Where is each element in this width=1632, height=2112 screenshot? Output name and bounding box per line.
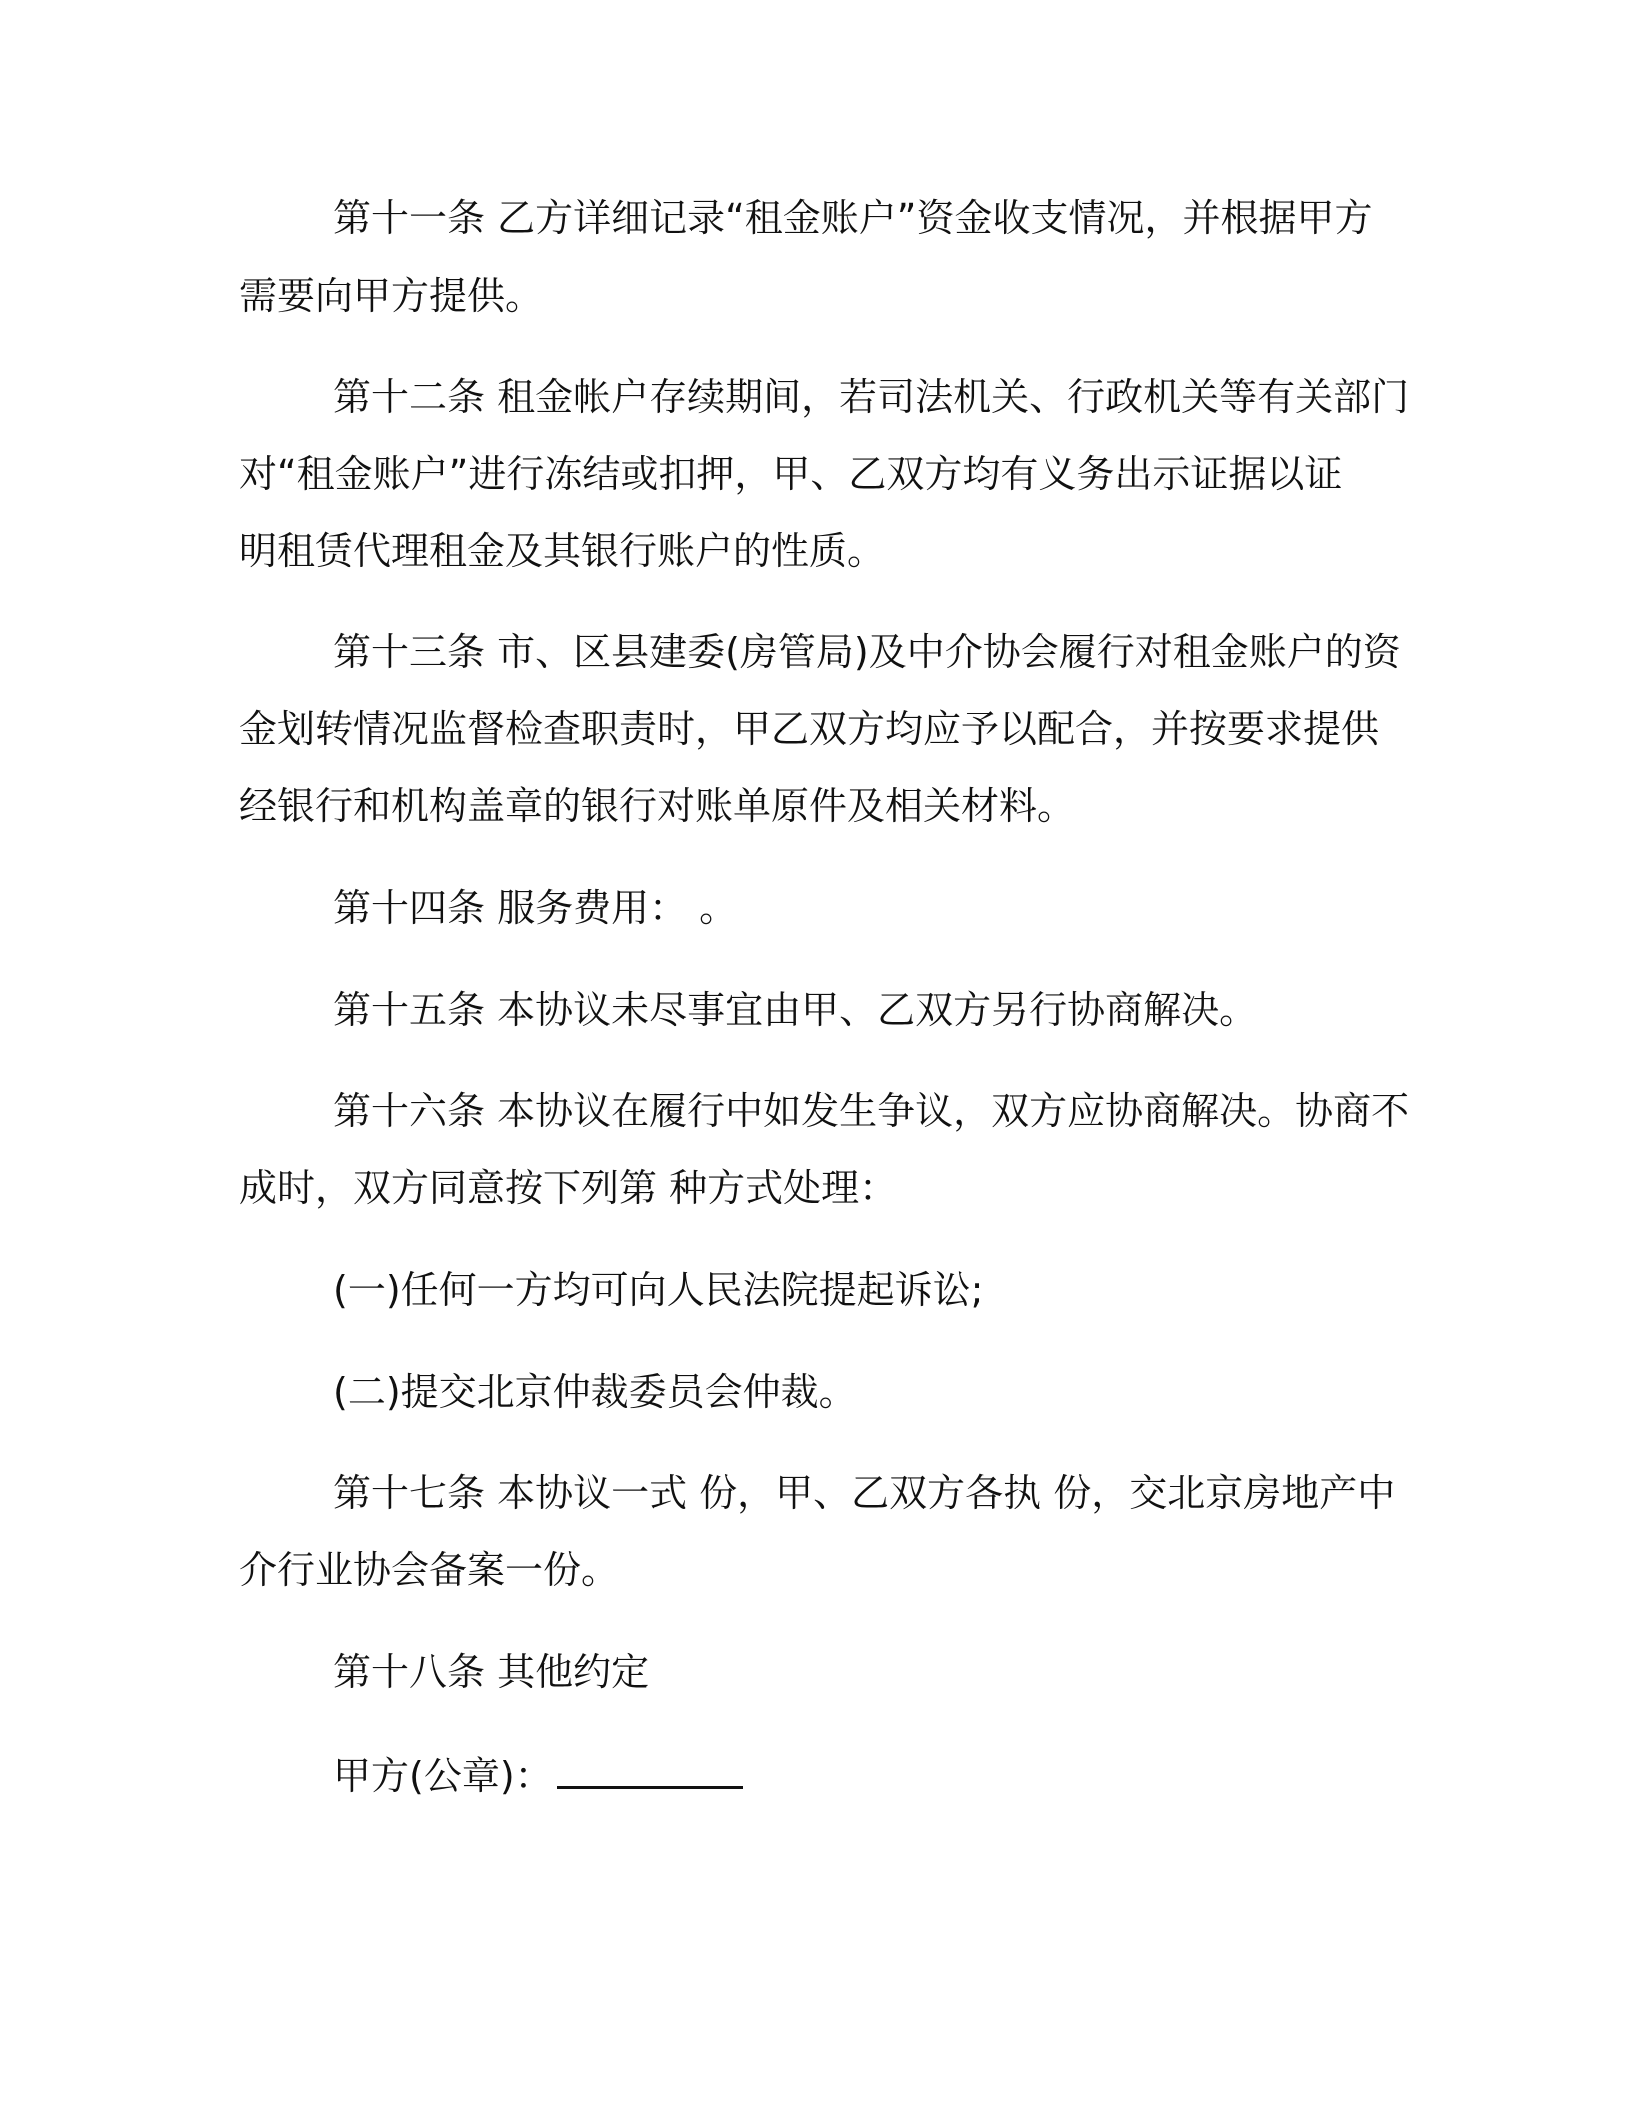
article-15: 第十五条 本协议未尽事宜由甲、乙双方另行协商解决。 [333, 988, 1258, 1032]
article-18: 第十八条 其他约定 [333, 1650, 650, 1694]
option-1: (一)任何一方均可向人民法院提起诉讼; [333, 1268, 984, 1312]
option-2: (二)提交北京仲裁委员会仲裁。 [333, 1370, 857, 1414]
article-11-line-2: 需要向甲方提供。 [239, 274, 544, 318]
article-16-line-1: 第十六条 本协议在履行中如发生争议，双方应协商解决。协商不 [333, 1089, 1410, 1133]
article-13-line-2: 金划转情况监督检查职责时，甲乙双方均应予以配合，并按要求提供 [239, 707, 1380, 751]
party-a-seal-blank[interactable] [557, 1750, 743, 1789]
article-12-line-1: 第十二条 租金帐户存续期间，若司法机关、行政机关等有关部门 [333, 375, 1410, 419]
party-a-seal-line [333, 1750, 743, 1800]
article-11-line-1: 第十一条 乙方详细记录“租金账户”资金收支情况，并根据甲方 [333, 196, 1373, 240]
party-a-seal-label: 甲方(公章)： [333, 1754, 553, 1798]
article-13-line-3: 经银行和机构盖章的银行对账单原件及相关材料。 [239, 784, 1076, 828]
article-16-line-2: 成时，双方同意按下列第 种方式处理： [239, 1166, 898, 1210]
article-17-line-2: 介行业协会备案一份。 [239, 1548, 620, 1592]
article-12-line-2: 对“租金账户”进行冻结或扣押，甲、乙双方均有义务出示证据以证 [239, 452, 1343, 496]
article-14: 第十四条 服务费用： 。 [333, 886, 738, 930]
article-12-line-3: 明租赁代理租金及其银行账户的性质。 [239, 529, 886, 573]
article-13-line-1: 第十三条 市、区县建委(房管局)及中介协会履行对租金账户的资 [333, 630, 1401, 674]
article-17-line-1: 第十七条 本协议一式 份，甲、乙双方各执 份，交北京房地产中 [333, 1471, 1396, 1515]
